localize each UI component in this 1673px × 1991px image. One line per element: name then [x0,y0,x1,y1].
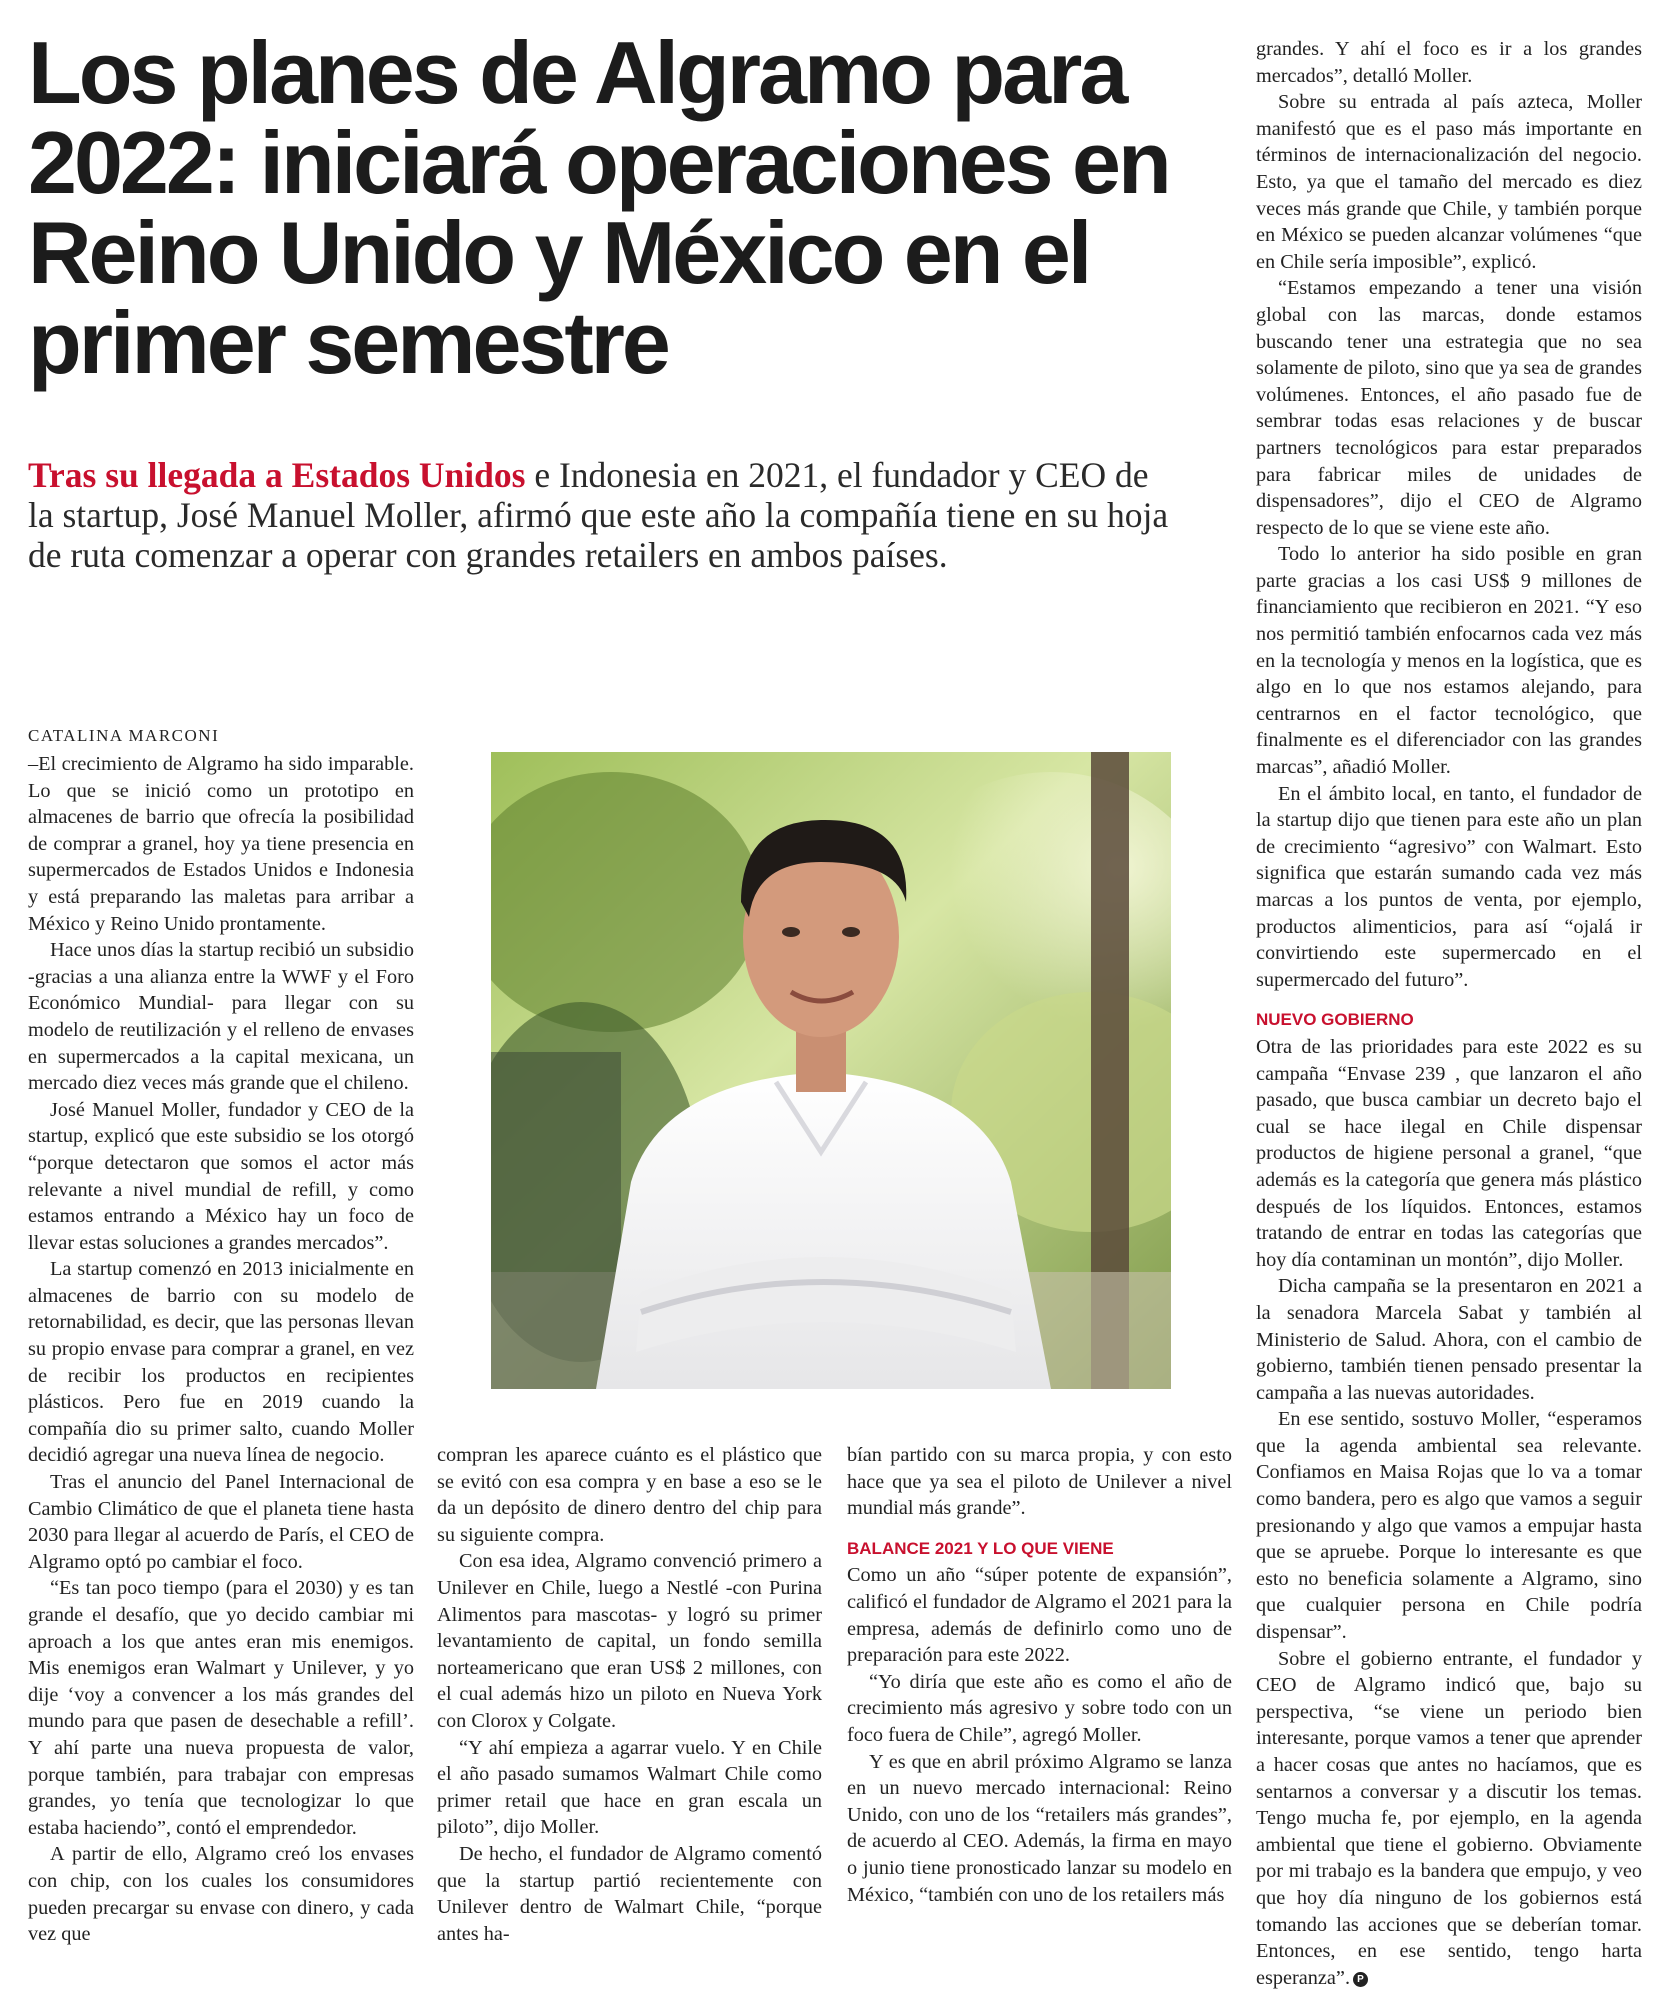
paragraph: “Y ahí empieza a agarrar vuelo. Y en Chile el año pasado sumamos Walmart Chile como primer retail que hace en gran escala un piloto”, dijo Moller. [437,1736,822,1839]
paragraph: “Yo diría que este año es como el año de crecimiento más agresivo y sobre todo con un foco fuera de Chile”, agregó Moller. [847,1670,1232,1746]
paragraph: compran les aparece cuánto es el plástico que se evitó con esa compra y en base a eso se le da un depósito de dinero dentro del chip para su siguiente compra. [437,1444,822,1546]
paragraph: Hace unos días la startup recibió un subsidio -gracias a una alianza entre la WWF y el Foro Económico Mundial- para llegar con su modelo de reutilización y el relleno de envases en supermercados a la capital mexicana, un mercado diez veces más grande que el chileno. [28,939,414,1095]
paragraph: A partir de ello, Algramo creó los envases con chip, con los cuales los consumidores pueden precargar su envase con dinero, y cada vez que [28,1843,414,1946]
body-column-1 [28,751,414,1948]
paragraph: En el ámbito local, en tanto, el fundador de la startup dijo que tienen para este año un plan de crecimiento “agresivo” con Walmart. Esto significa que estarán sumando cada vez más marcas a los puntos de venta, por ejemplo, productos alimenticios, para así “ojalá ir convirtiendo este supermercado en el supermercado del futuro”. [1256,782,1642,991]
byline: CATALINA MARCONI [28,726,220,745]
paragraph: Como un año “súper potente de expansión”, calificó el fundador de Algramo el 2021 para la empresa, además de definirlo como uno de preparación para este 2022. [847,1564,1232,1667]
paragraph: bían partido con su marca propia, y con esto hace que ya sea el piloto de Unilever a nivel mundial más grande”. [847,1444,1232,1520]
body-column-2 [437,1442,822,1947]
paragraph: Otra de las prioridades para este 2022 es su campaña “Envase 239 , que lanzaron el año pasado, que busca cambiar un decreto bajo el cual se hace ilegal en Chile dispensar productos de higiene personal a granel, “que además es la categoría que genera más plástico después de los líquidos. Entonces, estamos tratando de entrar en todas las categorías que hoy día contaminan un montón”, dijo Moller. [1256,1035,1642,1271]
paragraph: “Estamos empezando a tener una visión global con las marcas, donde estamos buscando tener una estrategia que no sea solamente de piloto, sino que ya sea de grandes volúmenes. Entonces, el año pasado fue de sembrar todas esas relaciones y de buscar partners tecnológicos para estar preparados para fabricar miles de unidades de dispensadores”, dijo el CEO de Algramo respecto de lo que se viene este año. [1256,277,1642,539]
end-mark-icon: P [1353,1972,1368,1987]
paragraph: Todo lo anterior ha sido posible en gran parte gracias a los casi US$ 9 millones de financiamiento que recibieron en 2021. “Y eso nos permitió también enfocarnos cada vez más en la tecnología y menos en la logística, que es algo en lo que nos estamos alejando, para centrarnos en el factor tecnológico, que finalmente es el diferenciador con las grandes marcas”, añadió Moller. [1256,543,1642,779]
body-column-4 [1256,36,1642,1991]
portrait-photo-image [491,752,1171,1389]
paragraph: “Es tan poco tiempo (para el 2030) y es tan grande el desafío, que yo decido cambiar mi aproach a los que antes eran mis enemigos. Mis enemigos eran Walmart y Unilever, y yo dije ‘voy a convencer a los más grandes del mundo para que pasen de desechable a refill’. Y ahí parte una nueva propuesta de valor, porque también, para trabajar con empresas grandes, yo tenía que tecnologizar lo que estaba haciendo”, contó el emprendedor. [28,1577,414,1839]
body-column-3 [847,1442,1232,1908]
paragraph: grandes. Y ahí el foco es ir a los grandes mercados”, detalló Moller. [1256,38,1642,87]
paragraph-text: Sobre el gobierno entrante, el fundador y CEO de Algramo indicó que, bajo su perspectiva, “se viene un periodo bien interesante, porque vamos a tener que aprender a hacer cosas que antes no hacíamos, que es sentarnos a conversar y a discutir los temas. Tengo mucha fe, por ejemplo, en la agenda ambiental que tiene el gobierno. Obviamente por mi trabajo es la bandera que empujo, y veo que hoy día ninguno de los gobiernos está tomando las acciones que se deberían tomar. Entonces, en ese sentido, tengo harta esperanza”. [1256,1647,1642,1989]
headline: Los planes de Algramo para 2022: iniciará operaciones en Reino Unido y México en el primer semestre [28,23,1169,392]
paragraph: Sobre su entrada al país azteca, Moller manifestó que es el paso más importante en términos de internacionalización del negocio. Esto, ya que el tamaño del mercado es diez veces más grande que Chile, y también porque en México se pueden alcanzar volúmenes “que en Chile sería imposible”, explicó. [1256,91,1642,273]
paragraph: Tras el anuncio del Panel Internacional de Cambio Climático de que el planeta tiene hasta 2030 para llegar al acuerdo de París, el CEO de Algramo optó po cambiar el foco. [28,1471,414,1573]
dek-rest: e Indonesia en 2021, el fundador y CEO de la startup, José Manuel Moller, afirmó que este año la compañía tiene en su hoja de ruta comenzar a operar con grandes retailers en ambos países. [28,455,1169,575]
paragraph: –El crecimiento de Algramo ha sido imparable. Lo que se inició como un prototipo en almacenes de barrio que ofrecía la posibilidad de comprar a granel, hoy ya tiene presencia en supermercados de Estados Unidos e Indonesia y está preparando las maletas para arribar a México y Reino Unido prontamente. [28,753,414,935]
portrait-photo [491,752,1171,1389]
dek-lead: Tras su llegada a Estados Unidos [28,455,526,495]
dek [28,455,1173,575]
section-subhead: NUEVO GOBIERNO [1256,1010,1414,1030]
paragraph: Y es que en abril próximo Algramo se lanza en un nuevo mercado internacional: Reino Unido, con uno de los “retailers más grandes”, de acuerdo al CEO. Además, la firma en mayo o junio tiene pronosticado lanzar su modelo en México, “también con uno de los retailers más [847,1750,1232,1906]
paragraph: De hecho, el fundador de Algramo comentó que la startup partió recientemente con Unilever dentro de Walmart Chile, “porque antes ha- [437,1842,822,1945]
paragraph: Con esa idea, Algramo convenció primero a Unilever en Chile, luego a Nestlé -con Purina Alimentos para mascotas- y logró su primer levantamiento de capital, un fondo semilla norteamericano que eran US$ 2 millones, con el cual además hizo un piloto en Nueva York con Clorox y Colgate. [437,1550,822,1732]
paragraph [1256,1646,1642,1991]
paragraph: José Manuel Moller, fundador y CEO de la startup, explicó que este subsidio se los otorgó “porque detectaron que somos el actor más relevante a nivel mundial de refill, y como estamos entrando a México hay un foco de llevar estas soluciones a grandes mercados”. [28,1098,414,1254]
paragraph: La startup comenzó en 2013 inicialmente en almacenes de barrio con su modelo de retornabilidad, es decir, que las personas llevan su propio envase para comprar a granel, en vez de recibir los productos en recipientes plásticos. Pero fue en 2019 cuando la compañía dio su primer salto, cuando Moller decidió agregar una nueva línea de negocio. [28,1258,414,1467]
paragraph: En ese sentido, sostuvo Moller, “esperamos que la agenda ambiental sea relevante. Confiamos en Maisa Rojas que lo va a tomar como bandera, pero es algo que vamos a seguir presionando y algo que vamos a empujar hasta que se apruebe. Porque lo interesante es que esto no beneficia solamente a Algramo, sino que cualquier persona en Chile podría dispensar”. [1256,1408,1642,1644]
section-subhead: BALANCE 2021 Y LO QUE VIENE [847,1538,1114,1558]
paragraph: Dicha campaña se la presentaron en 2021 a la senadora Marcela Sabat y también al Ministerio de Salud. Ahora, con el cambio de gobierno, también tienen pensado presentar la campaña a las nuevas autoridades. [1256,1275,1642,1404]
